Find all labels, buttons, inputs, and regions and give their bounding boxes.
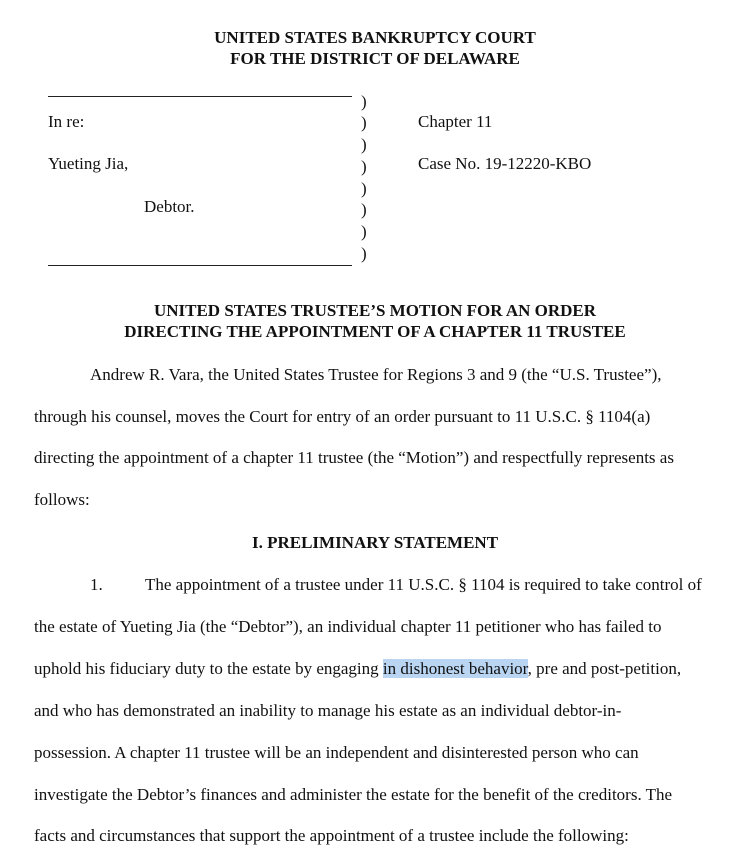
paragraph-line: possession. A chapter 11 trustee will be an independent and disinterested person who can [34, 743, 639, 762]
text-segment: uphold his fiduciary duty to the estate by engaging [34, 659, 383, 678]
caption-bottom-rule [48, 265, 352, 266]
caption-paren: ) [361, 179, 367, 198]
paragraph-line: facts and circumstances that support the appointment of a trustee include the following: [34, 826, 629, 845]
intro-line: Andrew R. Vara, the United States Trustee for Regions 3 and 9 (the “U.S. Trustee”), [90, 365, 662, 384]
caption-paren: ) [361, 244, 367, 263]
paragraph-line: the estate of Yueting Jia (the “Debtor”), an individual chapter 11 petitioner who has failed to [34, 617, 662, 636]
caption-paren: ) [361, 92, 367, 111]
caption-paren: ) [361, 135, 367, 154]
paragraph-line-highlighted [34, 659, 681, 679]
paragraph-line: and who has demonstrated an inability to manage his estate as an individual debtor-in- [34, 701, 622, 720]
in-re-label: In re: [48, 112, 85, 131]
intro-line: follows: [34, 490, 90, 509]
court-name-line2: FOR THE DISTRICT OF DELAWARE [230, 49, 520, 68]
section-heading: I. PRELIMINARY STATEMENT [251, 533, 499, 552]
intro-line: directing the appointment of a chapter 11 trustee (the “Motion”) and respectfully represents as [34, 448, 674, 467]
selected-text-highlight[interactable]: in dishonest behavior [382, 659, 528, 678]
intro-line: through his counsel, moves the Court for entry of an order pursuant to 11 U.S.C. § 1104(a) [34, 407, 651, 426]
caption-paren: ) [361, 200, 367, 219]
paragraph-line: investigate the Debtor’s finances and administer the estate for the benefit of the creditors. The [34, 785, 673, 804]
paragraph-line: The appointment of a trustee under 11 U.S.C. § 1104 is required to take control of [145, 575, 702, 594]
motion-title-line2: DIRECTING THE APPOINTMENT OF A CHAPTER 11 TRUSTEE [124, 322, 626, 341]
debtor-name: Yueting Jia, [48, 154, 129, 173]
paragraph-number: 1. [90, 575, 103, 594]
court-name-line1: UNITED STATES BANKRUPTCY COURT [214, 28, 536, 47]
chapter-label: Chapter 11 [418, 112, 493, 131]
caption-paren: ) [361, 222, 367, 241]
motion-title-line1: UNITED STATES TRUSTEE’S MOTION FOR AN ORDER [153, 301, 597, 320]
debtor-label: Debtor. [144, 197, 195, 216]
case-number: Case No. 19-12220-KBO [418, 154, 592, 173]
caption-paren: ) [361, 113, 367, 132]
text-segment: , pre and post-petition, [527, 659, 682, 678]
caption-paren: ) [361, 157, 367, 176]
caption-top-rule [48, 96, 352, 97]
